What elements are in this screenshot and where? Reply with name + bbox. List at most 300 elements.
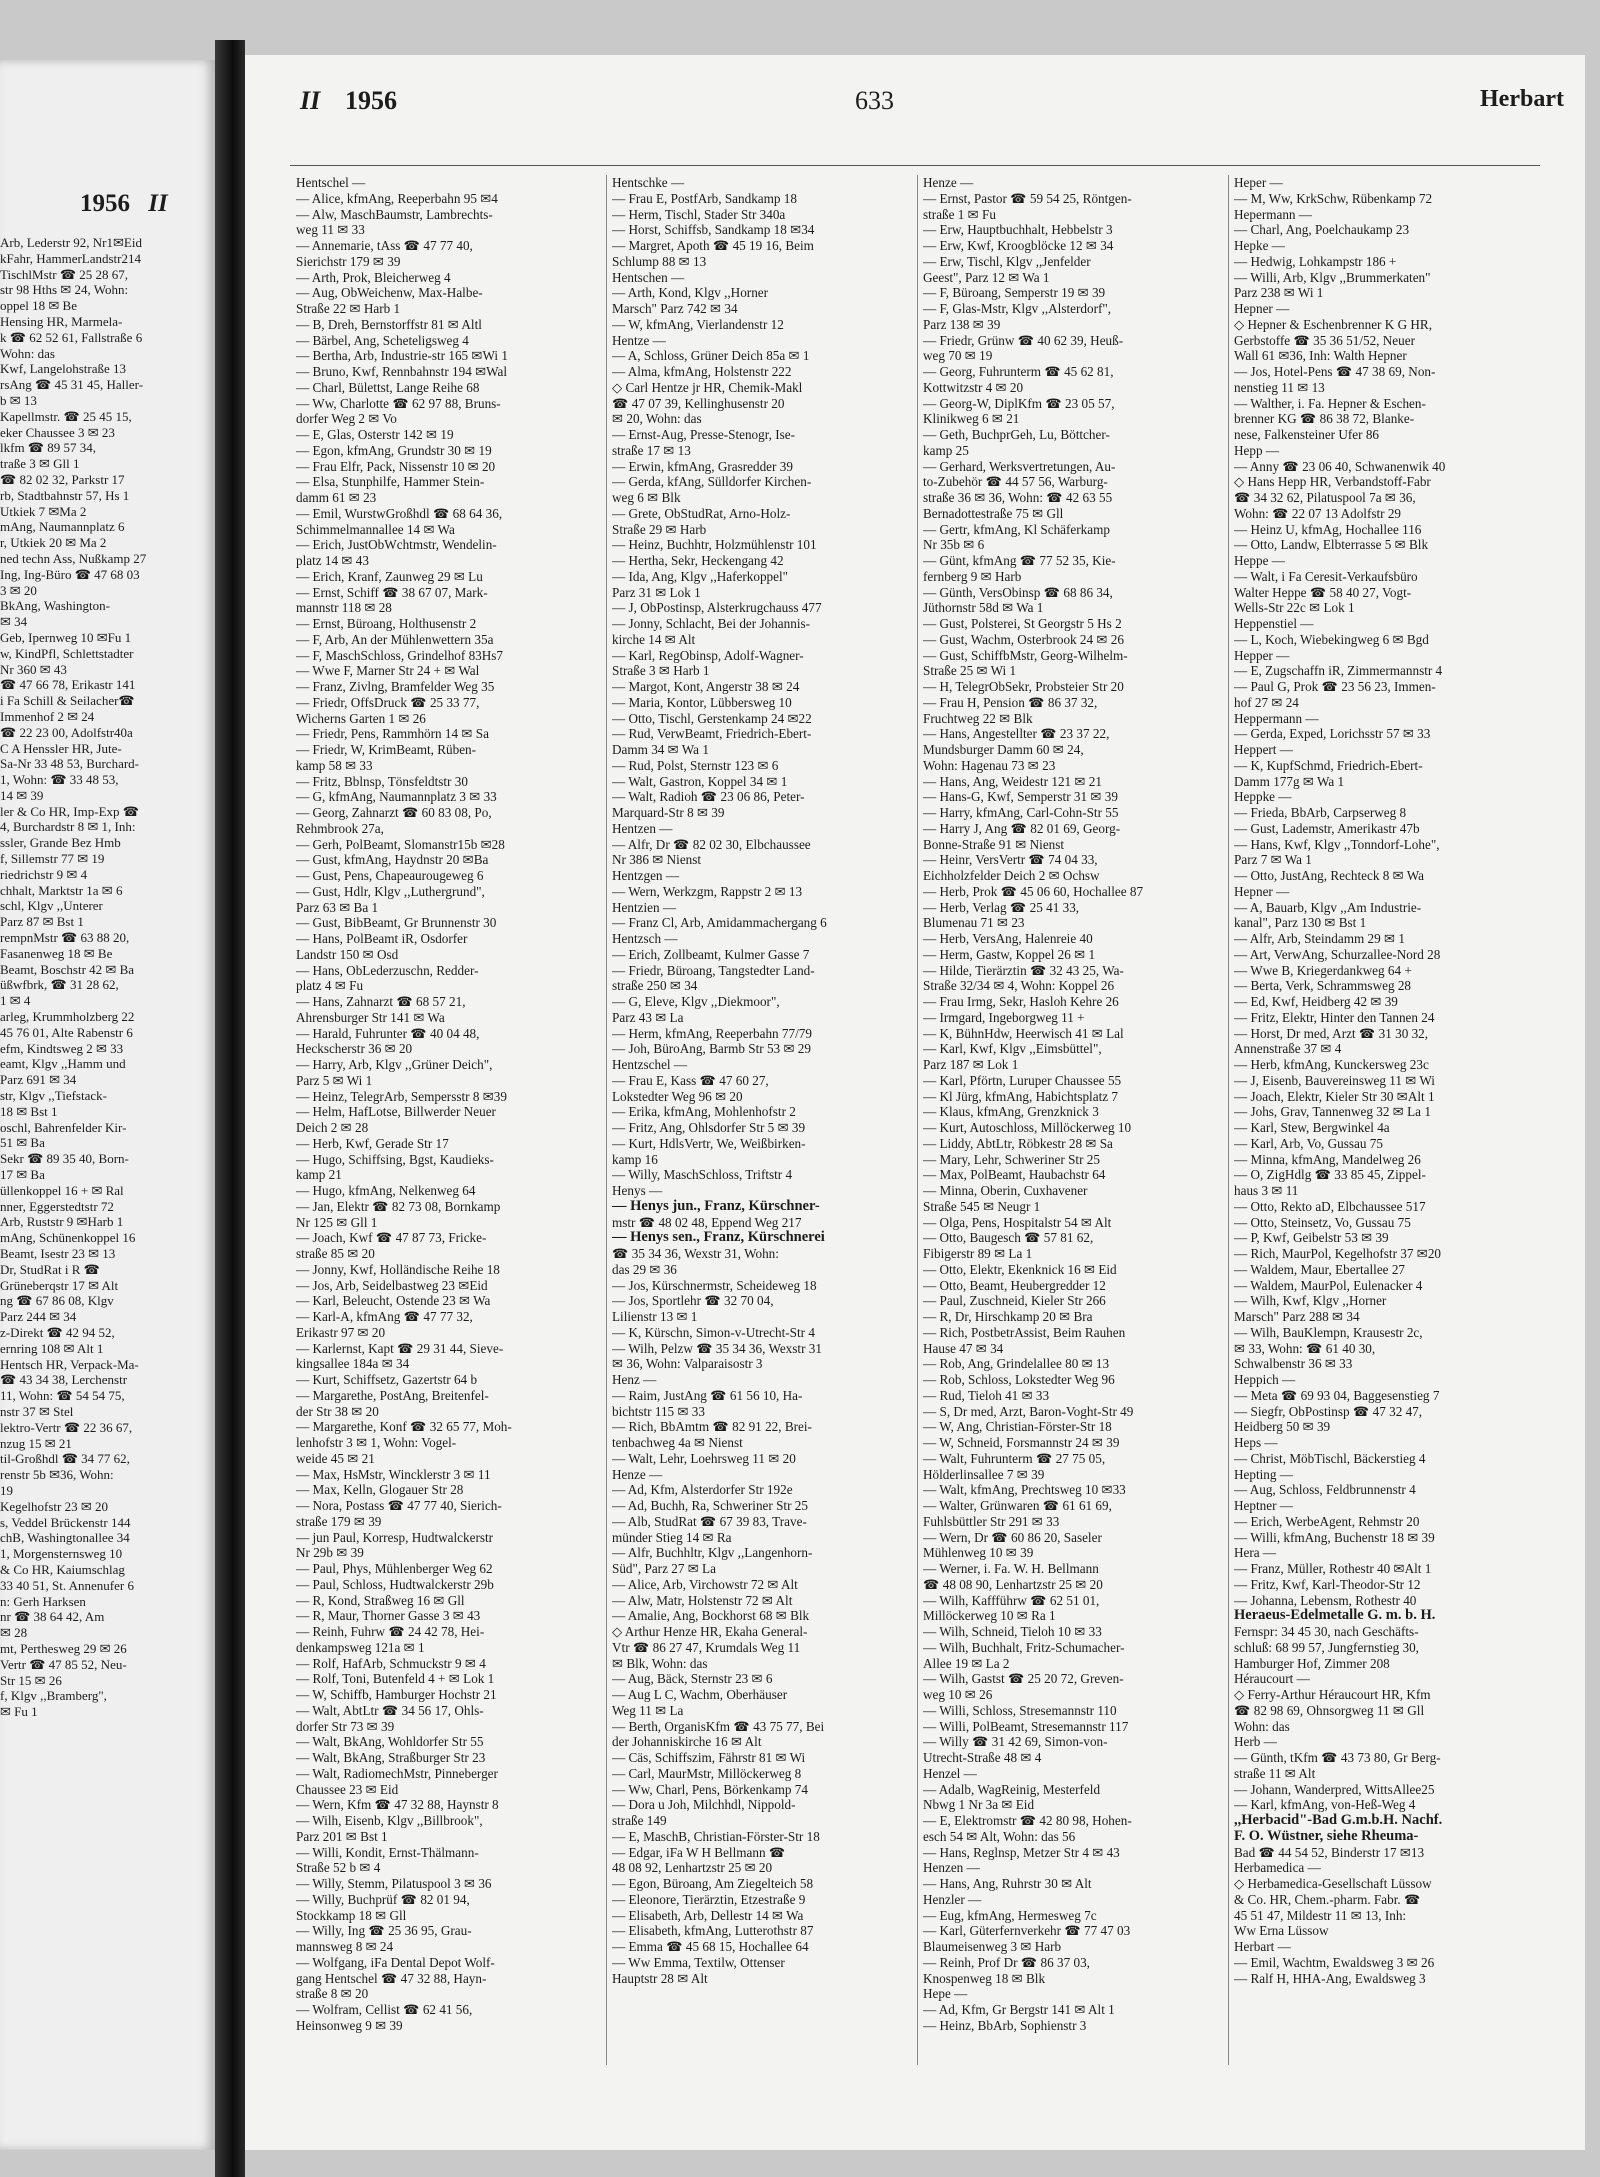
directory-entry: F. O. Wüstner, siehe Rheuma- [1234, 1828, 1419, 1844]
directory-entry: Heper — [1234, 175, 1283, 190]
directory-entry: — Wilh, Pelzw ☎ 35 34 36, Wexstr 31 [612, 1340, 822, 1356]
directory-entry: brenner KG ☎ 86 38 72, Blanke- [1234, 411, 1415, 427]
previous-page-line: nstr 37 ✉ Stel [0, 1403, 74, 1419]
previous-page-line: eker Chaussee 3 ✉ 23 [0, 424, 115, 440]
directory-entry: — Hans, Ang, Weidestr 121 ✉ 21 [923, 773, 1102, 789]
directory-entry: — Ww Emma, Textilw, Ottenser [612, 1954, 785, 1970]
directory-entry: mstr ☎ 48 02 48, Eppend Weg 217 [612, 1214, 802, 1230]
directory-entry: Henzler — [923, 1891, 982, 1907]
directory-entry: — Heinz, Buchhtr, Holzmühlenstr 101 [612, 537, 817, 553]
directory-entry: — Rolf, HafArb, Schmuckstr 9 ✉ 4 [296, 1655, 486, 1671]
directory-entry: — K, BühnHdw, Heerwisch 41 ✉ Lal [923, 1025, 1124, 1041]
directory-entry: — Gerh, PolBeamt, Slomanstr15b ✉28 [296, 836, 505, 852]
directory-entry: Hentzien — [612, 899, 677, 915]
directory-entry: Ww Erna Lüssow [1234, 1923, 1329, 1939]
directory-entry: — Bärbel, Ang, Scheteligsweg 4 [296, 332, 469, 348]
previous-page-line: ✉ 28 [0, 1625, 28, 1641]
directory-entry: straße 17 ✉ 13 [612, 442, 691, 458]
directory-entry: — Rich, BbAmtm ☎ 82 91 22, Brei- [612, 1419, 812, 1435]
directory-entry: — Arth, Prok, Bleicherweg 4 [296, 269, 451, 285]
directory-entry: to-Zubehör ☎ 44 57 56, Warburg- [923, 474, 1108, 490]
directory-entry: Nr 386 ✉ Nienst [612, 852, 702, 868]
directory-entry: — Bertha, Arb, Industrie-str 165 ✉Wi 1 [296, 348, 508, 364]
directory-entry: — Walter, Grünwaren ☎ 61 61 69, [923, 1498, 1112, 1513]
directory-entry: — Waldem, MaurPol, Eulenacker 4 [1234, 1277, 1423, 1293]
previous-page-line: lektro-Vertr ☎ 22 36 67, [0, 1419, 133, 1435]
previous-page-line: z-Direkt ☎ 42 94 52, [0, 1324, 115, 1340]
directory-entry: — Erw, Kwf, Kroogblöcke 12 ✉ 34 [923, 238, 1114, 253]
directory-entry: Hepting — [1234, 1466, 1293, 1482]
previous-page-line: Grüneberqstr 17 ✉ Alt [0, 1277, 119, 1293]
previous-page-line: r, Utkiek 20 ✉ Ma 2 [0, 535, 107, 551]
directory-entry: — W, Ang, Christian-Förster-Str 18 [923, 1419, 1112, 1435]
directory-entry: ◇ Herbamedica-Gesellschaft Lüssow [1234, 1876, 1432, 1891]
previous-page-line: n: Gerh Harksen [0, 1593, 86, 1609]
directory-entry: — Anny ☎ 23 06 40, Schwanenwik 40 [1234, 458, 1446, 474]
previous-page-line: ☎ 43 34 38, Lerchenstr [0, 1372, 128, 1388]
directory-entry: — Hans, Kwf, Klgv ,,Tonndorf-Lohe", [1234, 836, 1440, 852]
directory-entry: Geest", Parz 12 ✉ Wa 1 [923, 269, 1050, 285]
directory-entry: Fuhlsbüttler Str 291 ✉ 33 [923, 1513, 1060, 1529]
directory-entry: kamp 16 [612, 1151, 658, 1167]
directory-entry: Parz 138 ✉ 39 [923, 316, 1001, 332]
directory-entry: — Aug, ObWeichenw, Max-Halbe- [296, 285, 483, 301]
previous-page-line: renstr 5b ✉36, Wohn: [0, 1467, 114, 1483]
directory-entry: — Rich, PostbetrAssist, Beim Rauhen [923, 1324, 1126, 1340]
directory-entry: Parz 5 ✉ Wi 1 [296, 1072, 373, 1088]
previous-page-line: Arb, Ruststr 9 ✉Harb 1 [0, 1214, 124, 1230]
directory-entry: Weg 11 ✉ La [612, 1702, 684, 1718]
directory-entry: — Frau Irmg, Sekr, Hasloh Kehre 26 [923, 994, 1119, 1009]
directory-entry: — Max, Kelln, Glogauer Str 28 [296, 1482, 464, 1498]
directory-entry: — Ed, Kwf, Heidberg 42 ✉ 39 [1234, 994, 1398, 1009]
directory-entry: dorfer Str 73 ✉ 39 [296, 1718, 395, 1734]
directory-entry: Allee 19 ✉ La 2 [923, 1655, 1010, 1671]
directory-entry: Landstr 150 ✉ Osd [296, 946, 399, 962]
previous-page-line: f, Sillemstr 77 ✉ 19 [0, 851, 105, 867]
directory-entry: — Otto, Baugesch ☎ 57 81 62, [923, 1230, 1094, 1246]
directory-entry: Bernadottestraße 75 ✉ Gll [923, 505, 1064, 521]
directory-entry: Chaussee 23 ✉ Eid [296, 1781, 399, 1797]
previous-page-line: 17 ✉ Ba [0, 1167, 45, 1183]
previous-page-line: str, Klgv ,,Tiefstack- [0, 1088, 107, 1104]
directory-entry: — Gertr, kfmAng, Kl Schäferkamp [923, 521, 1110, 537]
directory-entry: — O, ZigHdlg ☎ 33 85 45, Zippel- [1234, 1167, 1426, 1183]
directory-entry: — Ralf H, HHA-Ang, Ewaldsweg 3 [1234, 1970, 1426, 1986]
directory-entry: — Alb, StudRat ☎ 67 39 83, Trave- [612, 1513, 807, 1529]
directory-entry: Heraeus-Edelmetalle G. m. b. H. [1234, 1608, 1436, 1624]
previous-page-line: Geb, Ipernweg 10 ✉Fu 1 [0, 629, 132, 645]
directory-entry: — Paul, Phys, Mühlenberger Weg 62 [296, 1561, 493, 1576]
directory-entry: — Kurt, Autoschloss, Millöckerweg 10 [923, 1120, 1132, 1135]
directory-entry: Deich 2 ✉ 28 [296, 1120, 369, 1135]
directory-entry: — Wwe B, Kriegerdankweg 64 + [1234, 962, 1412, 978]
directory-entry: — Hans, Ang, Ruhrstr 30 ✉ Alt [923, 1876, 1092, 1891]
directory-entry: Wells-Str 22c ✉ Lok 1 [1234, 600, 1355, 616]
directory-entry: Hentschke — [612, 175, 685, 190]
directory-entry: — Otto, Steinsetz, Vo, Gussau 75 [1234, 1214, 1411, 1230]
directory-entry: — Gust, BibBeamt, Gr Brunnenstr 30 [296, 915, 497, 931]
directory-entry: — Walt, RadiomechMstr, Pinneberger [296, 1765, 498, 1781]
directory-entry: — Erich, Kranf, Zaunweg 29 ✉ Lu [296, 568, 483, 584]
directory-entry: — Waldem, Maur, Ebertallee 27 [1234, 1261, 1406, 1277]
previous-page-line: w, KindPfl, Schlettstadter [0, 645, 134, 661]
directory-entry: — Willi, Arb, Klgv ,,Brummerkaten" [1234, 269, 1431, 285]
directory-entry: Marsch" Parz 288 ✉ 34 [1234, 1309, 1360, 1324]
directory-entry: — Franz, Müller, Rothestr 40 ✉Alt 1 [1234, 1561, 1432, 1576]
directory-entry: — Rud, Tieloh 41 ✉ 33 [923, 1387, 1050, 1403]
column-2 [612, 175, 912, 1986]
directory-entry: — Arth, Kond, Klgv ,,Horner [612, 285, 769, 301]
directory-entry: straße 179 ✉ 39 [296, 1513, 382, 1529]
directory-entry: Heppenstiel — [1234, 616, 1314, 631]
directory-entry: — W, Schneid, Forsmannstr 24 ✉ 39 [923, 1435, 1120, 1450]
directory-entry: — Hedwig, Lohkampstr 186 + [1234, 253, 1397, 269]
directory-entry: — Otto, JustAng, Rechteck 8 ✉ Wa [1234, 868, 1424, 883]
directory-entry: — E, Glas, Osterstr 142 ✉ 19 [296, 427, 454, 442]
directory-entry: Sierichstr 179 ✉ 39 [296, 253, 401, 269]
directory-entry: Herbart — [1234, 1939, 1291, 1954]
directory-entry: platz 14 ✉ 43 [296, 553, 369, 568]
previous-page-line: ☎ 47 66 78, Erikastr 141 [0, 677, 136, 693]
directory-entry: ✉ Blk, Wohn: das [612, 1655, 708, 1671]
previous-page-line: Hentsch HR, Verpack-Ma- [0, 1356, 139, 1372]
previous-page-line: efm, Kindtsweg 2 ✉ 33 [0, 1040, 124, 1056]
previous-page-line: nr ☎ 38 64 42, Am [0, 1609, 105, 1625]
header-year: 1956 [345, 86, 397, 115]
directory-entry: — Karl, Arb, Vo, Gussau 75 [1234, 1135, 1383, 1151]
previous-page-line: ssler, Grande Bez Hmb [0, 835, 121, 851]
directory-entry: kingsallee 184a ✉ 34 [296, 1356, 410, 1372]
directory-entry: — Wilh, Gastst ☎ 25 20 72, Greven- [923, 1671, 1124, 1687]
directory-entry: — Reinh, Prof Dr ☎ 86 37 03, [923, 1954, 1090, 1970]
directory-entry: — Hertha, Sekr, Heckengang 42 [612, 553, 784, 568]
previous-page-line: rb, Stadtbahnstr 57, Hs 1 [0, 487, 130, 503]
directory-entry: — Egon, kfmAng, Grundstr 30 ✉ 19 [296, 442, 492, 458]
directory-entry: — Paul, Schloss, Hudtwalckerstr 29b [296, 1576, 494, 1592]
previous-page-line: Immenhof 2 ✉ 24 [0, 708, 95, 724]
directory-entry: Henze — [612, 1466, 663, 1482]
directory-entry: Klinikweg 6 ✉ 21 [923, 411, 1020, 427]
previous-page-line: kFahr, HammerLandstr214 [0, 250, 142, 266]
directory-entry: — Cäs, Schiffszim, Fährstr 81 ✉ Wi [612, 1750, 806, 1765]
directory-entry: Herbamedica — [1234, 1860, 1321, 1876]
directory-entry: — Rud, Polst, Sternstr 123 ✉ 6 [612, 757, 779, 773]
directory-entry: ✉ 33, Wohn: ☎ 61 40 30, [1234, 1340, 1376, 1356]
directory-entry: — Fritz, Elektr, Hinter den Tannen 24 [1234, 1009, 1435, 1025]
directory-entry: — Wilh, Kwf, Klgv ,,Horner [1234, 1293, 1387, 1309]
book-gutter [215, 40, 245, 2177]
directory-entry: — Erw, Hauptbuchhalt, Hebbelstr 3 [923, 222, 1113, 238]
directory-entry: Schwalbenstr 36 ✉ 33 [1234, 1356, 1353, 1372]
directory-entry: Héraucourt — [1234, 1671, 1310, 1687]
directory-entry: — Alfr, Dr ☎ 82 02 30, Elbchaussee [612, 836, 811, 852]
directory-entry: — W, Schiffb, Hamburger Hochstr 21 [296, 1687, 497, 1702]
directory-entry: — Bruno, Kwf, Rennbahnstr 194 ✉Wal [296, 364, 508, 379]
directory-entry: nese, Falkensteiner Ufer 86 [1234, 427, 1380, 442]
directory-entry: Parz 63 ✉ Ba 1 [296, 899, 379, 915]
directory-entry: kamp 21 [296, 1167, 342, 1183]
directory-entry: fernberg 9 ✉ Harb [923, 568, 1022, 584]
directory-entry: — Georg, Fuhrunterm ☎ 45 62 81, [923, 364, 1114, 379]
directory-entry: mannstr 118 ✉ 28 [296, 600, 392, 616]
directory-entry: — E, MaschB, Christian-Förster-Str 18 [612, 1828, 820, 1844]
directory-entry: weg 70 ✉ 19 [923, 348, 993, 364]
directory-entry: — Fritz, Ang, Ohlsdorfer Str 5 ✉ 39 [612, 1120, 806, 1135]
directory-entry: Knospenweg 18 ✉ Blk [923, 1970, 1046, 1986]
directory-entry: Henys — [612, 1183, 663, 1198]
directory-entry: — Franz Cl, Arb, Amidammachergang 6 [612, 915, 827, 931]
directory-entry: Hepermann — [1234, 206, 1312, 222]
previous-page-line: chhalt, Marktstr 1a ✉ 6 [0, 882, 123, 898]
directory-entry: — Karl-A, kfmAng ☎ 47 77 32, [296, 1309, 473, 1324]
directory-entry: — Berta, Verk, Schrammsweg 28 [1234, 978, 1412, 994]
directory-entry: — K, Kürschn, Simon-v-Utrecht-Str 4 [612, 1324, 815, 1340]
directory-entry: — W, kfmAng, Vierlandenstr 12 [612, 316, 784, 332]
column-rule [1228, 175, 1229, 2065]
directory-entry: — Henys sen., Franz, Kürschnerei [612, 1230, 825, 1246]
directory-entry: — Alw, Matr, Holstenstr 72 ✉ Alt [612, 1592, 793, 1608]
directory-entry: — Mary, Lehr, Schweriner Str 25 [923, 1151, 1100, 1167]
directory-entry: — Frau Elfr, Pack, Nissenstr 10 ✉ 20 [296, 458, 496, 474]
directory-entry: — Johanna, Lebensm, Rothestr 40 [1234, 1592, 1417, 1608]
directory-entry: — Eleonore, Tierärztin, Etzestraße 9 [612, 1891, 806, 1907]
directory-entry: — Karl, Kwf, Klgv ,,Eimsbüttel", [923, 1041, 1102, 1057]
directory-entry: 45 51 47, Mildestr 11 ✉ 13, Inh: [1234, 1907, 1407, 1923]
previous-page-line: ned techn Ass, Nußkamp 27 [0, 550, 147, 566]
directory-entry: — Herb, kfmAng, Kunckersweg 23c [1234, 1057, 1429, 1072]
directory-entry: Parz 238 ✉ Wi 1 [1234, 285, 1324, 301]
directory-entry: — Herm, kfmAng, Reeperbahn 77/79 [612, 1025, 812, 1041]
directory-entry: — Willy, Stemm, Pilatuspool 3 ✉ 36 [296, 1876, 492, 1891]
previous-page-line: Dr, StudRat i R ☎ [0, 1261, 100, 1277]
directory-entry: — Ad, Kfm, Alsterdorfer Str 192e [612, 1482, 793, 1498]
previous-page-line: Beamt, Isestr 23 ✉ 13 [0, 1246, 116, 1261]
directory-entry: Herb — [1234, 1734, 1277, 1750]
directory-entry: — Harald, Fuhrunter ☎ 40 04 48, [296, 1025, 480, 1041]
directory-entry: esch 54 ✉ Alt, Wohn: das 56 [923, 1828, 1076, 1844]
directory-entry: — Erika, kfmAng, Mohlenhofstr 2 [612, 1104, 796, 1120]
directory-entry: bichtstr 115 ✉ 33 [612, 1403, 705, 1419]
directory-entry: Fruchtweg 22 ✉ Blk [923, 710, 1033, 726]
previous-page-line: 1, Wohn: ☎ 33 48 53, [0, 772, 119, 788]
directory-entry: — jun Paul, Korresp, Hudtwalckerstr [296, 1529, 494, 1545]
directory-entry: — Adalb, WagReinig, Mesterfeld [923, 1781, 1101, 1797]
directory-entry: Parz 7 ✉ Wa 1 [1234, 852, 1312, 868]
directory-entry: — K, KupfSchmd, Friedrich-Ebert- [1234, 757, 1423, 773]
directory-entry: — Walt, Lehr, Loehrsweg 11 ✉ 20 [612, 1450, 796, 1466]
directory-entry: Blumenau 71 ✉ 23 [923, 915, 1025, 931]
directory-entry: damm 61 ✉ 23 [296, 490, 377, 505]
directory-entry: — J, ObPostinsp, Alsterkrugchauss 477 [612, 600, 822, 616]
directory-entry: — Willi, Kondit, Ernst-Thälmann- [296, 1844, 479, 1860]
running-head: Herbart [1480, 86, 1564, 112]
previous-page-line: ☎ 82 02 32, Parkstr 17 [0, 471, 125, 487]
directory-entry: kamp 25 [923, 442, 969, 458]
directory-entry: — Wern, Werkzgm, Rappstr 2 ✉ 13 [612, 883, 803, 899]
directory-entry: — Liddy, AbtLtr, Röbkestr 28 ✉ Sa [923, 1135, 1113, 1151]
directory-entry: — Maria, Kontor, Lübbersweg 10 [612, 694, 792, 710]
previous-page-line: s, Veddel Brückenstr 144 [0, 1514, 131, 1530]
directory-entry: — Erich, WerbeAgent, Rehmstr 20 [1234, 1513, 1420, 1529]
directory-entry: — Fritz, Kwf, Karl-Theodor-Str 12 [1234, 1576, 1421, 1592]
directory-entry: Mundsburger Damm 60 ✉ 24, [923, 742, 1084, 757]
directory-entry: Henzen — [923, 1860, 980, 1876]
directory-entry: Hamburger Hof, Zimmer 208 [1234, 1655, 1390, 1671]
previous-page-line: chB, Washingtonallee 34 [0, 1530, 130, 1546]
directory-entry: — S, Dr med, Arzt, Baron-Voght-Str 49 [923, 1403, 1134, 1419]
directory-entry: Henzel — [923, 1765, 977, 1781]
directory-entry: — Günth, tKfm ☎ 43 73 80, Gr Berg- [1234, 1750, 1441, 1765]
directory-entry: — Friedr, Grünw ☎ 40 62 39, Heuß- [923, 332, 1124, 348]
directory-entry: ◇ Hans Hepp HR, Verbandstoff-Fabr [1234, 474, 1431, 490]
directory-entry: — Jos, Sportlehr ☎ 32 70 04, [612, 1293, 774, 1309]
directory-entry: — Max, PolBeamt, Haubachstr 64 [923, 1167, 1106, 1183]
directory-entry: — Herm, Gastw, Koppel 26 ✉ 1 [923, 946, 1096, 962]
directory-entry: — Carl, MaurMstr, Millöckerweg 8 [612, 1765, 802, 1781]
directory-entry: straße 149 [612, 1813, 667, 1828]
directory-entry: — Harry, Arb, Klgv ,,Grüner Deich", [296, 1057, 493, 1072]
directory-entry: — Gust, Wachm, Osterbrook 24 ✉ 26 [923, 631, 1124, 647]
directory-entry: — Hans-G, Kwf, Semperstr 31 ✉ 39 [923, 789, 1118, 805]
directory-entry: — Nora, Postass ☎ 47 77 40, Sierich- [296, 1498, 502, 1513]
directory-entry: — Willi, PolBeamt, Stresemannstr 117 [923, 1718, 1129, 1734]
directory-entry: Straße 25 ✉ Wi 1 [923, 663, 1017, 679]
directory-entry: Henze — [923, 175, 974, 190]
directory-entry: — Willy ☎ 31 42 69, Simon-von- [923, 1734, 1108, 1750]
directory-entry: — Emil, Wachtm, Ewaldsweg 3 ✉ 26 [1234, 1954, 1435, 1970]
previous-page-line: Parz 691 ✉ 34 [0, 1072, 77, 1088]
directory-entry: — Margarethe, Konf ☎ 32 65 77, Moh- [296, 1419, 512, 1435]
directory-entry: — Walt, i Fa Ceresit-Verkaufsbüro [1234, 568, 1418, 584]
page-number: 633 [855, 86, 894, 115]
directory-entry: — Kurt, Schiffsetz, Gazertstr 64 b [296, 1372, 478, 1387]
directory-entry: — Jonny, Kwf, Holländische Reihe 18 [296, 1261, 500, 1277]
directory-entry: — Hilde, Tierärztin ☎ 32 43 25, Wa- [923, 962, 1124, 978]
directory-entry: — Hans, PolBeamt iR, Osdorfer [296, 931, 468, 946]
previous-page-line: Sa-Nr 33 48 53, Burchard- [0, 756, 139, 772]
directory-entry: Damm 34 ✉ Wa 1 [612, 742, 709, 757]
previous-page-line: mAng, Naumannplatz 6 [0, 519, 125, 535]
previous-page-line: eamt, Klgv ,,Hamm und [0, 1056, 126, 1072]
previous-page-line: Parz 87 ✉ Bst 1 [0, 914, 84, 930]
previous-page-line: Kegelhofstr 23 ✉ 20 [0, 1498, 109, 1514]
directory-entry: gang Hentschel ☎ 47 32 88, Hayn- [296, 1970, 487, 1986]
directory-entry: Eichholzfelder Deich 2 ✉ Ochsw [923, 868, 1100, 883]
directory-entry: — Karl, Stew, Bergwinkel 4a [1234, 1120, 1390, 1135]
directory-entry: & Co. HR, Chem.-pharm. Fabr. ☎ [1234, 1891, 1421, 1907]
previous-page-line: schl, Klgv ,,Unterer [0, 898, 103, 914]
directory-entry: haus 3 ✉ 11 [1234, 1183, 1299, 1198]
directory-entry: Heptner — [1234, 1498, 1293, 1513]
directory-entry: Jüthornstr 58d ✉ Wa 1 [923, 600, 1044, 616]
directory-entry: — Alfr, Arb, Steindamm 29 ✉ 1 [1234, 931, 1405, 946]
directory-entry: Wicherns Garten 1 ✉ 26 [296, 710, 426, 726]
previous-page-line: ler & Co HR, Imp-Exp ☎ [0, 803, 139, 819]
directory-entry: — Charl, Ang, Poelchaukamp 23 [1234, 222, 1410, 238]
directory-entry: — Siegfr, ObPostinsp ☎ 47 32 47, [1234, 1403, 1423, 1419]
directory-entry: — J, Eisenb, Bauvereinsweg 11 ✉ Wi [1234, 1072, 1435, 1088]
directory-entry: — Willi, kfmAng, Buchenstr 18 ✉ 39 [1234, 1529, 1435, 1545]
directory-entry: Marquard-Str 8 ✉ 39 [612, 805, 725, 820]
directory-entry: — P, Kwf, Geibelstr 53 ✉ 39 [1234, 1230, 1389, 1246]
previous-page-line: ernring 108 ✉ Alt 1 [0, 1340, 104, 1356]
previous-page-line: nzug 15 ✉ 21 [0, 1435, 72, 1451]
directory-entry: kirche 14 ✉ Alt [612, 631, 696, 647]
directory-entry: — R, Dr, Hirschkamp 20 ✉ Bra [923, 1309, 1093, 1324]
directory-entry: Rehmbrook 27a, [296, 820, 384, 836]
previous-page-line: Ing, Ing-Büro ☎ 47 68 03 [0, 566, 140, 582]
directory-entry: Gerbstoffe ☎ 35 36 51/52, Neuer [1234, 332, 1415, 348]
previous-page-line: Arb, Lederstr 92, Nr1✉Eid [0, 235, 142, 250]
directory-entry: Heppermann — [1234, 710, 1319, 726]
directory-entry: — Jos, Arb, Seidelbastweg 23 ✉Eid [296, 1277, 488, 1293]
previous-page-line: Str 15 ✉ 26 [0, 1672, 62, 1688]
directory-entry: Hentzschel — [612, 1057, 688, 1072]
directory-entry: — Art, VerwAng, Schurzallee-Nord 28 [1234, 946, 1441, 962]
previous-page-line: Hensing HR, Marmela- [0, 313, 123, 329]
directory-entry: — Friedr, Pens, Rammhörn 14 ✉ Sa [296, 726, 489, 742]
column-rule [917, 175, 918, 2065]
directory-entry: — Hans, ObLederzuschn, Redder- [296, 962, 479, 978]
directory-entry: — Ida, Ang, Klgv ,,Haferkoppel" [612, 568, 789, 584]
directory-entry: — Charl, Bülettst, Lange Reihe 68 [296, 379, 480, 395]
previous-page-line: b ✉ 13 [0, 392, 37, 408]
directory-entry: — Günt, kfmAng ☎ 77 52 35, Kie- [923, 553, 1116, 568]
directory-entry: — Ww, Charl, Pens, Börkenkamp 74 [612, 1781, 808, 1797]
directory-entry: ☎ 48 08 90, Lenhartzstr 25 ✉ 20 [923, 1576, 1103, 1592]
directory-entry: — Werner, i. Fa. W. H. Bellmann [923, 1561, 1099, 1576]
directory-entry: — Berth, OrganisKfm ☎ 43 75 77, Bei [612, 1718, 825, 1734]
directory-entry: — Wern, Dr ☎ 60 86 20, Saseler [923, 1529, 1102, 1545]
directory-entry: Lokstedter Weg 96 ✉ 20 [612, 1088, 743, 1104]
directory-entry: Nr 125 ✉ Gll 1 [296, 1214, 378, 1230]
directory-entry: Heps — [1234, 1435, 1278, 1450]
directory-entry: — Frau H, Pension ☎ 86 37 32, [923, 694, 1098, 710]
previous-page-line: riedrichstr 9 ✉ 4 [0, 866, 88, 882]
directory-entry: — Wwe F, Marner Str 24 + ✉ Wal [296, 663, 480, 679]
directory-entry: — Walt, kfmAng, Prechtsweg 10 ✉33 [923, 1482, 1126, 1498]
directory-entry: ☎ 34 32 62, Pilatuspool 7a ✉ 36, [1234, 490, 1416, 505]
directory-entry: — Alice, kfmAng, Reeperbahn 95 ✉4 [296, 190, 498, 206]
directory-entry: — Karl, Güterfernverkehr ☎ 77 47 03 [923, 1923, 1131, 1939]
previous-page-line: Beamt, Boschstr 42 ✉ Ba [0, 961, 135, 977]
directory-entry: — F, Büroang, Semperstr 19 ✉ 39 [923, 285, 1106, 301]
directory-entry: — Gerda, Exped, Lorichsstr 57 ✉ 33 [1234, 726, 1431, 742]
directory-entry: — Henys jun., Franz, Kürschner- [612, 1198, 820, 1214]
directory-entry: straße 250 ✉ 34 [612, 978, 698, 994]
directory-entry: Wall 61 ✉36, Inh: Walth Hepner [1234, 348, 1407, 364]
directory-entry: — Egon, Büroang, Am Ziegelteich 58 [612, 1876, 814, 1891]
previous-page-line: oschl, Bahrenfelder Kir- [0, 1119, 127, 1135]
previous-page-line: 45 76 01, Alte Rabenstr 6 [0, 1024, 133, 1040]
directory-entry: — Karl, kfmAng, von-Heß-Weg 4 [1234, 1797, 1416, 1813]
previous-page-line: oppel 18 ✉ Be [0, 298, 77, 314]
directory-entry: dorfer Weg 2 ✉ Vo [296, 411, 397, 427]
directory-entry: Vtr ☎ 86 27 47, Krumdals Weg 11 [612, 1639, 801, 1655]
previous-page-line: Vertr ☎ 47 85 52, Neu- [0, 1656, 127, 1672]
directory-entry: — Emma ☎ 45 68 15, Hochallee 64 [612, 1939, 809, 1954]
directory-entry: — Alw, MaschBaumstr, Lambrechts- [296, 206, 493, 222]
directory-entry: — Wilh, Buchhalt, Fritz-Schumacher- [923, 1639, 1125, 1655]
previous-page-line: 4, Burchardstr 8 ✉ 1, Inh: [0, 819, 136, 835]
previous-page-year: 1956 [80, 190, 130, 217]
previous-page-line: nner, Eggerstedtstr 72 [0, 1198, 114, 1214]
directory-entry: — Walt, BkAng, Straßburger Str 23 [296, 1750, 486, 1765]
previous-page-line: ng ☎ 67 86 08, Klgv [0, 1293, 114, 1309]
directory-entry: — Ernst-Aug, Presse-Stenogr, Ise- [612, 427, 795, 442]
directory-entry: — Horst, Dr med, Arzt ☎ 31 30 32, [1234, 1025, 1429, 1041]
